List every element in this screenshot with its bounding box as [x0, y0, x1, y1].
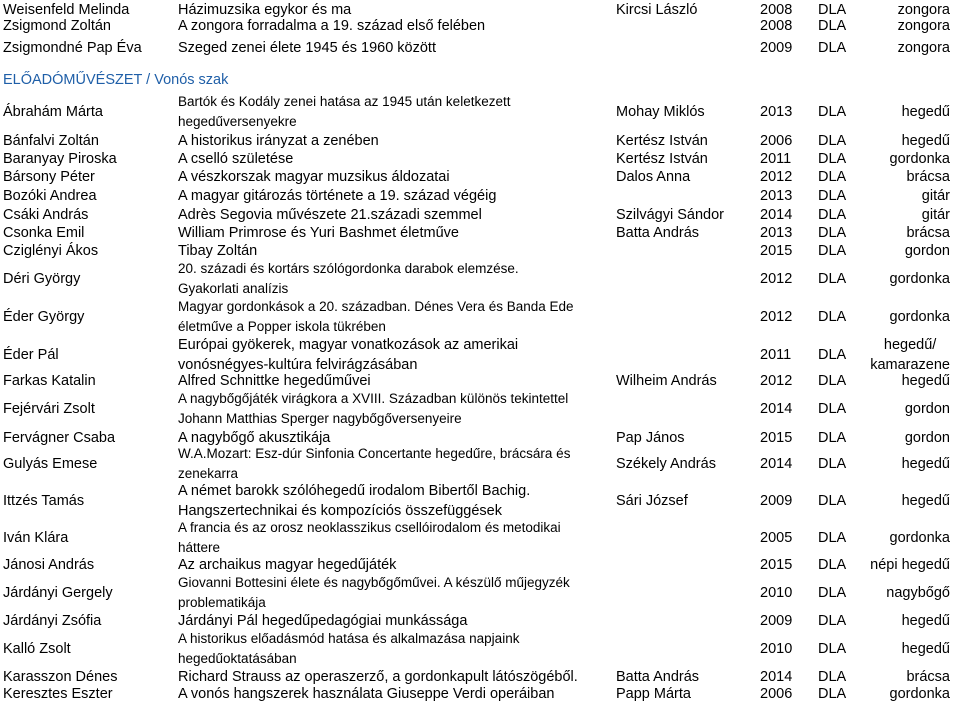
author-name: Weisenfeld Melinda — [3, 2, 130, 18]
instrument — [902, 482, 950, 520]
instrument-lines — [902, 639, 950, 659]
thesis-title-lines — [178, 259, 519, 299]
instrument-lines — [890, 528, 950, 548]
table-row — [0, 167, 960, 187]
table-row — [0, 223, 960, 243]
degree: DLA — [818, 493, 847, 509]
thesis-title-line: Johann Matthias Sperger nagybőgőversenyeire — [178, 411, 462, 426]
instrument-lines — [870, 555, 950, 575]
year: 2009 — [760, 613, 793, 629]
thesis-title — [178, 390, 618, 428]
table-row — [0, 241, 960, 261]
degree: DLA — [818, 641, 847, 657]
instrument — [906, 167, 950, 187]
degree: DLA — [818, 669, 847, 685]
year: 2015 — [760, 430, 793, 446]
thesis-title-line: Gyakorlati analízis — [178, 281, 289, 296]
instrument — [890, 298, 950, 336]
instrument-lines — [905, 241, 950, 261]
instrument-line: gordonka — [889, 530, 950, 546]
year: 2011 — [760, 151, 792, 167]
degree: DLA — [818, 530, 847, 546]
thesis-title-lines — [178, 555, 396, 575]
author-name: Éder Pál — [3, 347, 59, 363]
author-name: Bozóki Andrea — [3, 188, 97, 204]
thesis-title-line: Tibay Zoltán — [178, 243, 258, 259]
instrument-lines — [902, 131, 950, 151]
thesis-title-lines — [178, 223, 459, 243]
thesis-title-line: problematikája — [178, 595, 266, 610]
thesis-title — [178, 445, 618, 483]
table-row — [0, 16, 960, 36]
year: 2015 — [760, 557, 793, 573]
thesis-title-lines — [178, 149, 293, 169]
thesis-title-lines — [178, 186, 496, 206]
table-row — [0, 205, 960, 225]
degree: DLA — [818, 104, 847, 120]
instrument-line: hegedű — [901, 641, 950, 657]
instrument-line: hegedű — [901, 133, 950, 149]
author-name: Zsigmond Zoltán — [3, 18, 111, 34]
thesis-title-lines — [178, 205, 482, 225]
table-row — [0, 630, 960, 668]
year: 2014 — [760, 401, 793, 417]
table-row — [0, 149, 960, 169]
advisor-name: Szilvágyi Sándor — [616, 207, 724, 223]
year: 2005 — [760, 530, 793, 546]
degree: DLA — [818, 207, 847, 223]
year: 2012 — [760, 373, 793, 389]
table-row — [0, 519, 960, 557]
instrument-line: brácsa — [906, 669, 950, 685]
thesis-title — [178, 16, 618, 36]
section-heading: ELŐADÓMŰVÉSZET / Vonós szak — [3, 72, 229, 88]
thesis-title — [178, 611, 618, 631]
instrument-lines — [890, 307, 950, 327]
instrument — [890, 519, 950, 557]
degree: DLA — [818, 585, 847, 601]
table-row — [0, 131, 960, 151]
instrument-line: nagybőgő — [886, 585, 950, 601]
degree: DLA — [818, 40, 847, 56]
thesis-title — [178, 371, 618, 391]
instrument-line: gitár — [921, 188, 950, 204]
thesis-title-lines — [178, 92, 510, 132]
degree: DLA — [818, 243, 847, 259]
author-name: Déri György — [3, 271, 81, 287]
instrument — [902, 371, 950, 391]
instrument-lines — [902, 491, 950, 511]
advisor-name: Kertész István — [616, 151, 708, 167]
thesis-title-line: hegedűversenyekre — [178, 114, 297, 129]
author-name: Baranyay Piroska — [3, 151, 117, 167]
instrument — [870, 555, 950, 575]
table-row — [0, 186, 960, 206]
author-name: Bársony Péter — [3, 169, 95, 185]
thesis-title-lines — [178, 131, 379, 151]
instrument — [902, 611, 950, 631]
instrument-lines — [890, 149, 950, 169]
author-name: Járdányi Zsófia — [3, 613, 102, 629]
table-row — [0, 93, 960, 131]
instrument-line: gordonka — [889, 271, 950, 287]
instrument — [890, 260, 950, 298]
instrument-lines — [886, 583, 950, 603]
thesis-title-line: A nagybőgőjáték virágkora a XVIII. Században különös tekintettel — [178, 391, 569, 406]
thesis-title-line: A nagybőgő akusztikája — [178, 430, 331, 446]
instrument — [870, 336, 950, 374]
thesis-title-line: Bartók és Kodály zenei hatása az 1945 után keletkezett — [178, 94, 511, 109]
instrument — [902, 445, 950, 483]
thesis-title — [178, 38, 618, 58]
degree: DLA — [818, 151, 847, 167]
advisor-name: Mohay Miklós — [616, 104, 705, 120]
instrument-line: kamarazene — [870, 357, 950, 373]
thesis-title-line: Richard Strauss az operaszerző, a gordonkapult látószögéből. — [178, 669, 578, 685]
thesis-title-line: A vészkorszak magyar muzsikus áldozatai — [178, 169, 450, 185]
author-name: Farkas Katalin — [3, 373, 96, 389]
thesis-title-line: A zongora forradalma a 19. század első felében — [178, 18, 486, 34]
thesis-title-line: 20. századi és kortárs szólógordonka darabok elemzése. — [178, 261, 519, 276]
advisor-name: Kertész István — [616, 133, 708, 149]
thesis-title-line: Hangszertechnikai és kompozíciós összefüggések — [178, 503, 502, 519]
thesis-title — [178, 336, 618, 374]
instrument-line: gordonka — [889, 309, 950, 325]
year: 2006 — [760, 686, 793, 702]
thesis-title-line: zenekarra — [178, 466, 239, 481]
advisor-name: Kircsi László — [616, 2, 698, 18]
instrument-lines — [870, 335, 950, 375]
table-row — [0, 684, 960, 704]
degree: DLA — [818, 225, 847, 241]
degree: DLA — [818, 188, 847, 204]
instrument-line: hegedű — [901, 493, 950, 509]
thesis-title — [178, 260, 618, 298]
year: 2013 — [760, 104, 793, 120]
instrument-line: hegedű — [901, 456, 950, 472]
instrument — [906, 223, 950, 243]
advisor-name: Pap János — [616, 430, 685, 446]
thesis-title — [178, 519, 618, 557]
thesis-title-line: A cselló születése — [178, 151, 294, 167]
author-name: Fervágner Csaba — [3, 430, 116, 446]
thesis-title-line: hegedűoktatásában — [178, 651, 297, 666]
author-name: Kalló Zsolt — [3, 641, 71, 657]
table-row — [0, 38, 960, 58]
thesis-title — [178, 241, 618, 261]
instrument — [905, 390, 950, 428]
thesis-title-line: A francia és az orosz neoklasszikus csellóirodalom és metodikai — [178, 520, 561, 535]
thesis-title-line: vonósnégyes-kultúra felvirágzásában — [178, 357, 418, 373]
thesis-title-lines — [178, 444, 570, 484]
instrument — [902, 131, 950, 151]
instrument-lines — [905, 399, 950, 419]
author-name: Iván Klára — [3, 530, 69, 546]
thesis-title-line: életműve a Popper iskola tükrében — [178, 319, 386, 334]
instrument-line: hegedű — [901, 104, 950, 120]
thesis-title-line: Magyar gordonkások a 20. században. Dénes Vera és Banda Ede — [178, 299, 574, 314]
thesis-title-line: William Primrose és Yuri Bashmet életműve — [178, 225, 459, 241]
year: 2014 — [760, 456, 793, 472]
author-name: Zsigmondné Pap Éva — [3, 40, 142, 56]
advisor-name: Batta András — [616, 669, 700, 685]
author-name: Csáki András — [3, 207, 89, 223]
degree: DLA — [818, 613, 847, 629]
year: 2012 — [760, 271, 793, 287]
instrument-line: gordonka — [889, 686, 950, 702]
degree: DLA — [818, 169, 847, 185]
instrument-line: gordon — [904, 430, 950, 446]
degree: DLA — [818, 271, 847, 287]
instrument-lines — [902, 611, 950, 631]
year: 2010 — [760, 585, 793, 601]
thesis-title — [178, 630, 618, 668]
thesis-title-line: W.A.Mozart: Esz-dúr Sinfonia Concertante hegedűre, brácsára és — [178, 446, 571, 461]
instrument-line: hegedű — [901, 613, 950, 629]
thesis-title-lines — [178, 167, 450, 187]
instrument — [886, 574, 950, 612]
instrument-line: gordon — [904, 243, 950, 259]
author-name: Járdányi Gergely — [3, 585, 113, 601]
instrument — [898, 38, 950, 58]
degree: DLA — [818, 430, 847, 446]
degree: DLA — [818, 456, 847, 472]
thesis-title-line: A német barokk szólóhegedű irodalom Bibertől Bachig. — [178, 483, 531, 499]
table-row — [0, 482, 960, 520]
thesis-title-line: Szeged zenei élete 1945 és 1960 között — [178, 40, 436, 56]
author-name: Csonka Emil — [3, 225, 85, 241]
instrument-line: brácsa — [906, 225, 950, 241]
instrument-lines — [902, 371, 950, 391]
thesis-title — [178, 186, 618, 206]
instrument-line: gordon — [904, 401, 950, 417]
thesis-title-lines — [178, 573, 570, 613]
thesis-title-line: Giovanni Bottesini élete és nagybőgőművei. A készülő műjegyzék — [178, 575, 570, 590]
thesis-title — [178, 131, 618, 151]
advisor-name: Dalos Anna — [616, 169, 691, 185]
advisor-name: Papp Márta — [616, 686, 691, 702]
degree: DLA — [818, 686, 847, 702]
thesis-title — [178, 205, 618, 225]
degree: DLA — [818, 557, 847, 573]
instrument-line: brácsa — [906, 169, 950, 185]
instrument — [890, 149, 950, 169]
thesis-title — [178, 298, 618, 336]
thesis-title-line: Házimuzsika egykor és ma — [178, 2, 352, 18]
thesis-title-line: Járdányi Pál hegedűpedagógiai munkássága — [178, 613, 468, 629]
thesis-title — [178, 482, 618, 520]
instrument-lines — [922, 205, 950, 225]
year: 2013 — [760, 225, 793, 241]
instrument-line: zongora — [897, 18, 950, 34]
table-row — [0, 611, 960, 631]
instrument-lines — [902, 454, 950, 474]
instrument-line: gordonka — [889, 151, 950, 167]
table-row — [0, 390, 960, 428]
thesis-title-lines — [178, 16, 485, 36]
thesis-title-lines — [178, 38, 436, 58]
instrument-lines — [898, 38, 950, 58]
thesis-title — [178, 684, 618, 704]
author-name: Éder György — [3, 309, 85, 325]
thesis-title — [178, 93, 618, 131]
degree: DLA — [818, 133, 847, 149]
thesis-title-line: A historikus előadásmód hatása és alkalmazása napjaink — [178, 631, 520, 646]
advisor-name: Székely András — [616, 456, 716, 472]
advisor-name: Sári József — [616, 493, 688, 509]
thesis-title-lines — [178, 389, 568, 429]
degree: DLA — [818, 373, 847, 389]
author-name: Ittzés Tamás — [3, 493, 85, 509]
thesis-title-line: Az archaikus magyar hegedűjáték — [178, 557, 397, 573]
thesis-title-lines — [178, 371, 371, 391]
table-row — [0, 336, 960, 374]
instrument — [922, 205, 950, 225]
advisor-name: Wilheim András — [616, 373, 717, 389]
degree: DLA — [818, 2, 847, 18]
year: 2008 — [760, 2, 793, 18]
thesis-title-lines — [178, 684, 554, 704]
instrument-lines — [906, 167, 950, 187]
thesis-title-line: Alfred Schnittke hegedűművei — [178, 373, 371, 389]
year: 2009 — [760, 493, 793, 509]
instrument-lines — [890, 684, 950, 704]
instrument-lines — [906, 223, 950, 243]
year: 2006 — [760, 133, 793, 149]
year: 2013 — [760, 188, 793, 204]
degree: DLA — [818, 401, 847, 417]
degree: DLA — [818, 309, 847, 325]
instrument-line: zongora — [897, 2, 950, 18]
author-name: Fejérvári Zsolt — [3, 401, 95, 417]
thesis-title-line: Adrès Segovia művészete 21.századi szemmel — [178, 207, 482, 223]
year: 2014 — [760, 207, 793, 223]
author-name: Jánosi András — [3, 557, 95, 573]
table-row — [0, 298, 960, 336]
instrument — [922, 186, 950, 206]
thesis-title-line: A historikus irányzat a zenében — [178, 133, 379, 149]
instrument-lines — [890, 269, 950, 289]
table-row — [0, 445, 960, 483]
year: 2014 — [760, 669, 793, 685]
year: 2012 — [760, 309, 793, 325]
instrument-lines — [922, 186, 950, 206]
year: 2015 — [760, 243, 793, 259]
table-row — [0, 555, 960, 575]
thesis-title-line: Európai gyökerek, magyar vonatkozások az amerikai — [178, 337, 519, 353]
table-row — [0, 260, 960, 298]
year: 2012 — [760, 169, 793, 185]
thesis-title — [178, 167, 618, 187]
instrument — [890, 684, 950, 704]
year: 2010 — [760, 641, 793, 657]
thesis-title-lines — [178, 518, 561, 558]
instrument-lines — [902, 102, 950, 122]
instrument — [898, 16, 950, 36]
table-row — [0, 574, 960, 612]
thesis-title-line: háttere — [178, 540, 221, 555]
thesis-title-lines — [178, 335, 518, 375]
instrument — [902, 630, 950, 668]
thesis-title-lines — [178, 241, 257, 261]
author-name: Karasszon Dénes — [3, 669, 118, 685]
thesis-title-lines — [178, 481, 530, 521]
author-name: Gulyás Emese — [3, 456, 98, 472]
table-row — [0, 371, 960, 391]
thesis-title — [178, 555, 618, 575]
instrument — [902, 93, 950, 131]
author-name: Keresztes Eszter — [3, 686, 113, 702]
instrument-line: zongora — [897, 40, 950, 56]
author-name: Cziglényi Ákos — [3, 243, 99, 259]
thesis-title-lines — [178, 629, 519, 669]
degree: DLA — [818, 347, 847, 363]
degree: DLA — [818, 18, 847, 34]
author-name: Ábrahám Márta — [3, 104, 103, 120]
thesis-title-line: A vonós hangszerek használata Giuseppe Verdi operáiban — [178, 686, 555, 702]
author-name: Bánfalvi Zoltán — [3, 133, 99, 149]
advisor-name: Batta András — [616, 225, 700, 241]
instrument-line: hegedű — [901, 373, 950, 389]
thesis-title-lines — [178, 611, 467, 631]
thesis-title — [178, 223, 618, 243]
instrument-line: gitár — [921, 207, 950, 223]
thesis-title — [178, 574, 618, 612]
instrument-line: hegedű/ — [883, 337, 937, 353]
thesis-title-line: A magyar gitározás története a 19. század végéig — [178, 188, 497, 204]
thesis-title-lines — [178, 297, 574, 337]
instrument-lines — [898, 16, 950, 36]
year: 2008 — [760, 18, 793, 34]
year: 2011 — [760, 347, 792, 363]
thesis-title — [178, 149, 618, 169]
year: 2009 — [760, 40, 793, 56]
instrument-line: népi hegedű — [870, 557, 950, 573]
instrument — [905, 241, 950, 261]
